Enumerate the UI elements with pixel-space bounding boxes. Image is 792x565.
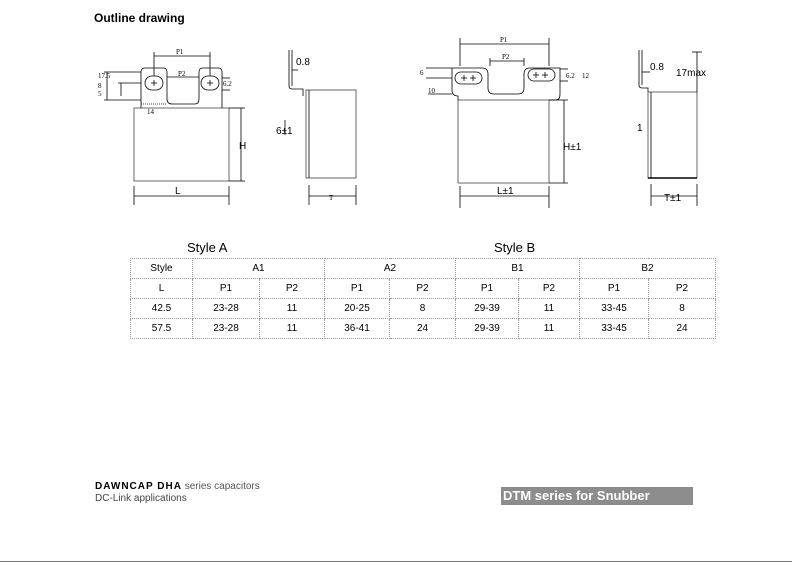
dim-b-10: 10 — [428, 87, 435, 95]
dim-b-08: 0.8 — [650, 62, 664, 73]
dim-a-left-2: 8 — [98, 82, 102, 90]
subheader-cell: P1 — [580, 279, 649, 299]
table-cell: 24 — [649, 319, 716, 339]
table-cell: 33-45 — [580, 299, 649, 319]
style-a-front-view — [104, 52, 245, 205]
table-cell: 29-39 — [456, 319, 519, 339]
subheader-cell: P2 — [390, 279, 456, 299]
header-cell: B2 — [580, 259, 716, 279]
table-cell: 23-28 — [193, 319, 260, 339]
style-a-label: Style A — [187, 240, 228, 255]
header-cell: Style — [131, 259, 193, 279]
dim-a-6: 6±1 — [276, 126, 293, 137]
subheader-cell: P1 — [193, 279, 260, 299]
table-cell: 11 — [519, 299, 580, 319]
table-cell: 11 — [260, 299, 325, 319]
table-cell: 11 — [519, 319, 580, 339]
subheader-cell: P1 — [456, 279, 519, 299]
header-cell: B1 — [456, 259, 580, 279]
dim-a-h: H — [239, 141, 247, 152]
dim-b-t: T±1 — [664, 193, 682, 204]
table-row — [131, 299, 716, 319]
dim-a-08: 0.8 — [296, 57, 310, 68]
table-cell: 24 — [390, 319, 456, 339]
table-cell: 42.5 — [131, 299, 193, 319]
subheader-cell: P2 — [649, 279, 716, 299]
dim-a-62: 6.2 — [223, 80, 232, 88]
table-subheader-row — [131, 279, 716, 299]
brand-name: DAWNCAP DHA — [95, 481, 182, 492]
style-b-front-view — [426, 38, 568, 208]
dim-b-62: 6.2 — [566, 72, 575, 80]
dim-a-p1: P1 — [176, 48, 184, 56]
style-b-label: Style B — [494, 240, 536, 255]
table-header-row — [131, 259, 716, 279]
page-title: Outline drawing — [94, 11, 185, 25]
table-cell: 33-45 — [580, 319, 649, 339]
dim-a-left-3: 5 — [98, 90, 102, 98]
dim-b-p1: P1 — [500, 36, 508, 44]
dim-b-l: L±1 — [497, 186, 514, 197]
dim-b-h: H±1 — [563, 142, 582, 153]
dim-b-17: 17max — [676, 68, 707, 79]
footer-brand — [95, 481, 260, 492]
header-cell: A2 — [325, 259, 456, 279]
table-cell: 36-41 — [325, 319, 390, 339]
subheader-cell: P2 — [260, 279, 325, 299]
subheader-cell: L — [131, 279, 193, 299]
dim-b-6: 6 — [420, 69, 424, 77]
brand-series: series capacitors — [181, 481, 260, 492]
dim-a-l: L — [175, 186, 181, 197]
dim-a-left-1: 17.5 — [98, 72, 111, 80]
subheader-cell: P2 — [519, 279, 580, 299]
outline-drawing — [0, 0, 792, 230]
table-cell: 57.5 — [131, 319, 193, 339]
table-cell: 8 — [390, 299, 456, 319]
table-cell: 23-28 — [193, 299, 260, 319]
table-cell: 20-25 — [325, 299, 390, 319]
dim-b-1: 1 — [637, 123, 643, 134]
series-badge: DTM series for Snubber — [501, 487, 693, 505]
footer-subtitle: DC-Link applications — [95, 493, 187, 504]
dim-b-p2: P2 — [502, 53, 510, 61]
style-a-side-view — [285, 50, 356, 205]
table-cell: 11 — [260, 319, 325, 339]
dim-a-p2: P2 — [178, 70, 186, 78]
dim-a-t: T — [329, 194, 334, 202]
table-row — [131, 319, 716, 339]
dim-b-12: 12 — [582, 72, 589, 80]
dim-a-14: 14 — [147, 108, 154, 116]
page-bottom-rule — [0, 561, 792, 562]
dimension-table — [130, 258, 716, 339]
header-cell: A1 — [193, 259, 325, 279]
table-cell: 8 — [649, 299, 716, 319]
table-cell: 29-39 — [456, 299, 519, 319]
subheader-cell: P1 — [325, 279, 390, 299]
